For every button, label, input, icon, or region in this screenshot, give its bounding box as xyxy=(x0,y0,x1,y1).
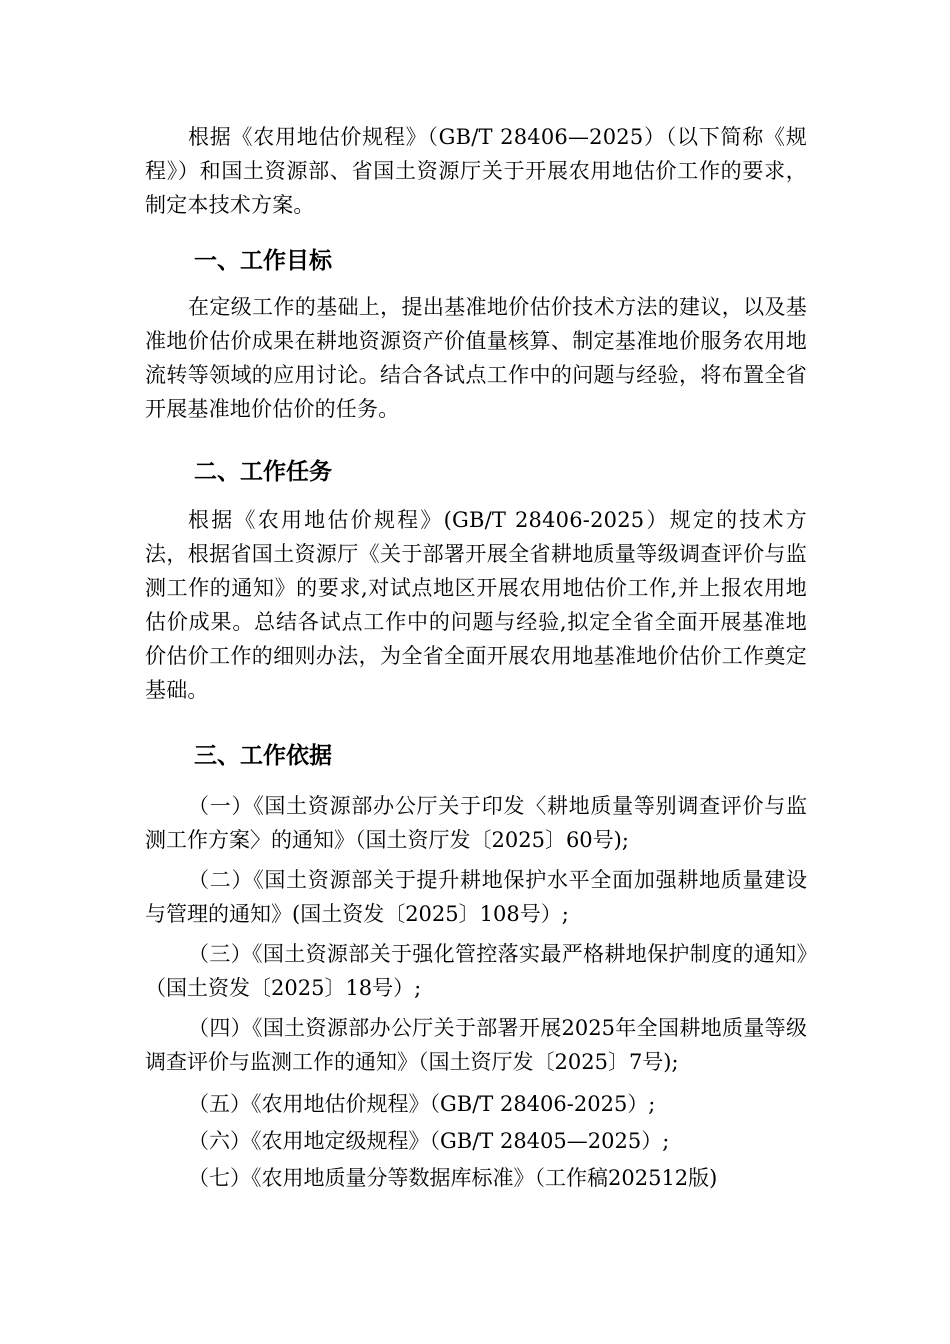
basis-item-5: （五）《农用地估价规程》（GB/T 28406-2025）; xyxy=(188,1092,656,1116)
intro-paragraph: 根据《农用地估价规程》（GB/T 28406—2025）（以下简称《规程》）和国土资源部、省国土资源厅关于开展农用地估价工作的要求，制定本技术方案。 xyxy=(145,125,807,217)
basis-item-3: （三）《国土资源部关于强化管控落实最严格耕地保护制度的通知》（国土资发〔2025〕18号）; xyxy=(145,942,807,1000)
section-body-goals: 在定级工作的基础上，提出基准地价估价技术方法的建议，以及基准地价估价成果在耕地资源资产价值量核算、制定基准地价服务农用地流转等领域的应用讨论。结合各试点工作中的问题与经验，将布置全省开展基准地价估价的任务。 xyxy=(145,295,807,421)
section-body-tasks: 根据《农用地估价规程》(GB/T 28406-2025）规定的技术方法，根据省国土资源厅《关于部署开展全省耕地质量等级调查评价与监测工作的通知》的要求,对试点地区开展农用地估价工作,并上报农用地估价成果。总结各试点工作中的问题与经验,拟定全省全面开展基准地价估价工作的细则办法，为全省全面开展农用地基准地价估价工作奠定基础。 xyxy=(145,508,807,702)
section-heading-goals: 一、工作目标 xyxy=(194,248,332,274)
section-heading-basis: 三、工作依据 xyxy=(194,743,332,769)
basis-item-1: （一）《国土资源部办公厅关于印发〈耕地质量等别调查评价与监测工作方案〉的通知》（国土资厅发〔2025〕60号); xyxy=(145,794,807,852)
section-heading-tasks: 二、工作任务 xyxy=(194,459,332,485)
basis-item-6: （六）《农用地定级规程》（GB/T 28405—2025）; xyxy=(188,1129,670,1153)
basis-item-2: （二）《国土资源部关于提升耕地保护水平全面加强耕地质量建设与管理的通知》(国土资发〔2025〕108号）; xyxy=(145,868,807,926)
basis-item-4: （四）《国土资源部办公厅关于部署开展2025年全国耕地质量等级调查评价与监测工作的通知》（国土资厅发〔2025〕7号); xyxy=(145,1016,807,1074)
basis-item-7: （七）《农用地质量分等数据库标准》（工作稿202512版) xyxy=(188,1166,718,1190)
